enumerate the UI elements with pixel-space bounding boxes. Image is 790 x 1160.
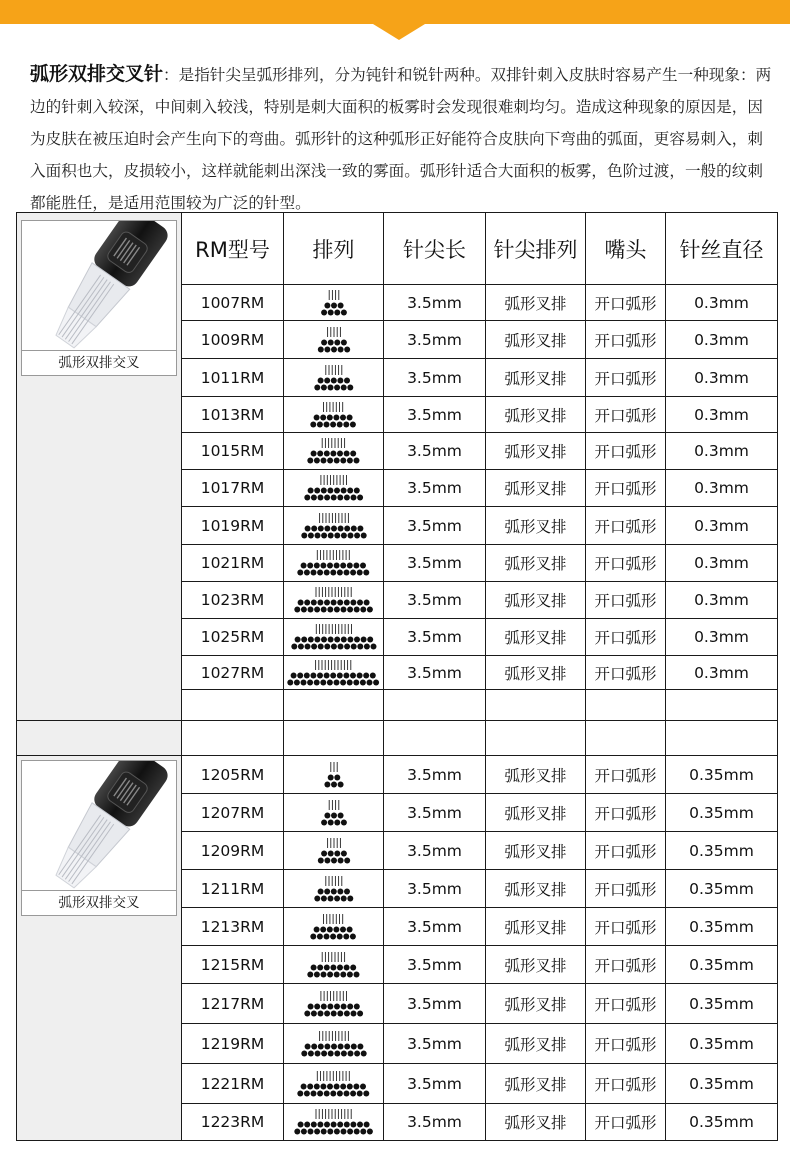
tip-length-cell: 3.5mm (384, 582, 486, 619)
wire-diameter-cell: 0.35mm (666, 946, 778, 984)
needle-cartridge-image (21, 760, 177, 916)
model-cell: 1219RM (182, 1024, 284, 1064)
nozzle-cell: 开口弧形 (586, 1064, 666, 1104)
needle-spec-table (16, 212, 778, 1141)
wire-diameter-cell: 0.3mm (666, 359, 778, 397)
separator-cell (17, 721, 182, 756)
tip-arrangement-cell: 弧形叉排 (486, 545, 586, 582)
wire-diameter-cell: 0.35mm (666, 1024, 778, 1064)
tip-arrangement-cell: 弧形叉排 (486, 756, 586, 794)
top-accent-bar (0, 0, 790, 24)
arrangement-cell (284, 756, 384, 794)
arrangement-cell (284, 545, 384, 582)
needle-arrangement-diagram (288, 623, 380, 651)
tip-length-cell: 3.5mm (384, 908, 486, 946)
needle-arrangement-diagram (301, 474, 366, 502)
needle-arrangement-diagram (301, 990, 366, 1018)
separator-cell (284, 721, 384, 756)
tip-length-cell: 3.5mm (384, 359, 486, 397)
nozzle-cell: 开口弧形 (586, 1104, 666, 1141)
tip-arrangement-cell: 弧形叉排 (486, 321, 586, 359)
arrangement-cell (284, 656, 384, 690)
wire-diameter-cell: 0.3mm (666, 656, 778, 690)
tip-arrangement-cell: 弧形叉排 (486, 946, 586, 984)
tip-arrangement-cell: 弧形叉排 (486, 285, 586, 321)
arrangement-cell (284, 619, 384, 656)
arrangement-cell (284, 1064, 384, 1104)
needle-arrangement-diagram (304, 951, 363, 979)
tip-arrangement-cell: 弧形叉排 (486, 470, 586, 507)
tip-length-cell: 3.5mm (384, 545, 486, 582)
model-cell: 1015RM (182, 433, 284, 470)
needle-arrangement-diagram (298, 512, 370, 540)
header-wire-diameter: 针丝直径 (666, 213, 778, 285)
needle-arrangement-diagram (298, 1030, 370, 1058)
nozzle-cell: 开口弧形 (586, 397, 666, 433)
needle-arrangement-diagram (307, 913, 359, 941)
model-cell: 1013RM (182, 397, 284, 433)
table-row (17, 756, 778, 794)
nozzle-cell: 开口弧形 (586, 285, 666, 321)
intro-paragraph (30, 58, 775, 219)
model-cell: 1205RM (182, 756, 284, 794)
image-cell-1 (17, 213, 182, 721)
image-cell-2 (17, 756, 182, 1141)
tip-arrangement-cell: 弧形叉排 (486, 619, 586, 656)
tip-length-cell: 3.5mm (384, 870, 486, 908)
needle-arrangement-diagram (294, 549, 373, 577)
needle-arrangement-diagram (314, 837, 354, 865)
needle-arrangement-diagram (314, 289, 354, 317)
separator-cell (586, 721, 666, 756)
table-header-row (17, 213, 778, 285)
wire-diameter-cell: 0.3mm (666, 507, 778, 545)
arrangement-cell (284, 908, 384, 946)
image-caption: 弧形双排交叉 (22, 350, 176, 375)
wire-diameter-cell: 0.3mm (666, 582, 778, 619)
separator-cell (486, 721, 586, 756)
tip-arrangement-cell: 弧形叉排 (486, 908, 586, 946)
separator-cell (384, 721, 486, 756)
arrangement-cell (284, 470, 384, 507)
wire-diameter-cell: 0.3mm (666, 433, 778, 470)
needle-arrangement-diagram (304, 437, 363, 465)
wire-diameter-cell: 0.35mm (666, 832, 778, 870)
nozzle-cell: 开口弧形 (586, 619, 666, 656)
wire-diameter-cell: 0.3mm (666, 397, 778, 433)
arrangement-cell (284, 285, 384, 321)
tip-length-cell: 3.5mm (384, 984, 486, 1024)
tip-arrangement-cell: 弧形叉排 (486, 870, 586, 908)
nozzle-cell: 开口弧形 (586, 433, 666, 470)
model-cell: 1023RM (182, 582, 284, 619)
model-cell: 1019RM (182, 507, 284, 545)
tip-length-cell: 3.5mm (384, 946, 486, 984)
wire-diameter-cell: 0.3mm (666, 470, 778, 507)
tip-arrangement-cell: 弧形叉排 (486, 656, 586, 690)
model-cell: 1221RM (182, 1064, 284, 1104)
nozzle-cell: 开口弧形 (586, 946, 666, 984)
tip-arrangement-cell: 弧形叉排 (486, 359, 586, 397)
model-cell: 1017RM (182, 470, 284, 507)
model-cell: 1217RM (182, 984, 284, 1024)
wire-diameter-cell: 0.3mm (666, 321, 778, 359)
separator-cell (666, 721, 778, 756)
intro-text: ：是指针尖呈弧形排列，分为钝针和锐针两种。双排针刺入皮肤时容易产生一种现象：两边的针刺入较深，中间刺入较浅，特别是刺大面积的板雾时会发现很难刺均匀。造成这种现象的原因是，因为皮肤在被压迫时会产生向下的弯曲。弧形针的这种弧形正好能符合皮肤向下弯曲的弧面，更容易刺入，刺入面积也大，皮损较小，这样就能刺出深浅一致的雾面。弧形针适合大面积的板雾，色阶过渡，一般的纹刺都能胜任，是适用范围较为广泛的针型。 (30, 66, 772, 212)
intro-lead: 弧形双排交叉针 (30, 63, 164, 85)
model-cell: 1025RM (182, 619, 284, 656)
arrangement-cell (284, 946, 384, 984)
needle-arrangement-diagram (311, 875, 357, 903)
nozzle-cell: 开口弧形 (586, 870, 666, 908)
nozzle-cell: 开口弧形 (586, 832, 666, 870)
down-arrow-icon (373, 24, 425, 40)
wire-diameter-cell: 0.35mm (666, 1064, 778, 1104)
model-cell: 1021RM (182, 545, 284, 582)
image-caption: 弧形双排交叉 (22, 890, 176, 915)
needle-arrangement-diagram (291, 586, 376, 614)
header-tip-length: 针尖长 (384, 213, 486, 285)
arrangement-cell (284, 582, 384, 619)
tip-length-cell: 3.5mm (384, 619, 486, 656)
wire-diameter-cell: 0.35mm (666, 794, 778, 832)
nozzle-cell: 开口弧形 (586, 794, 666, 832)
tip-length-cell: 3.5mm (384, 285, 486, 321)
model-cell: 1027RM (182, 656, 284, 690)
tip-length-cell: 3.5mm (384, 794, 486, 832)
nozzle-cell: 开口弧形 (586, 756, 666, 794)
model-cell: 1207RM (182, 794, 284, 832)
needle-arrangement-diagram (314, 799, 354, 827)
model-cell: 1223RM (182, 1104, 284, 1141)
tip-length-cell: 3.5mm (384, 397, 486, 433)
arrangement-cell (284, 832, 384, 870)
empty-cell (586, 690, 666, 721)
nozzle-cell: 开口弧形 (586, 545, 666, 582)
empty-cell (486, 690, 586, 721)
tip-length-cell: 3.5mm (384, 756, 486, 794)
model-cell: 1215RM (182, 946, 284, 984)
tip-arrangement-cell: 弧形叉排 (486, 832, 586, 870)
needle-cartridge-image (21, 220, 177, 376)
arrangement-cell (284, 1104, 384, 1141)
needle-arrangement-diagram (307, 401, 359, 429)
tip-arrangement-cell: 弧形叉排 (486, 507, 586, 545)
empty-cell (284, 690, 384, 721)
model-cell: 1007RM (182, 285, 284, 321)
nozzle-cell: 开口弧形 (586, 1024, 666, 1064)
tip-length-cell: 3.5mm (384, 1064, 486, 1104)
tip-arrangement-cell: 弧形叉排 (486, 1104, 586, 1141)
nozzle-cell: 开口弧形 (586, 507, 666, 545)
nozzle-cell: 开口弧形 (586, 470, 666, 507)
empty-cell (182, 690, 284, 721)
tip-arrangement-cell: 弧形叉排 (486, 984, 586, 1024)
arrangement-cell (284, 321, 384, 359)
tip-arrangement-cell: 弧形叉排 (486, 1064, 586, 1104)
tip-arrangement-cell: 弧形叉排 (486, 1024, 586, 1064)
tip-length-cell: 3.5mm (384, 433, 486, 470)
arrangement-cell (284, 870, 384, 908)
wire-diameter-cell: 0.3mm (666, 545, 778, 582)
wire-diameter-cell: 0.35mm (666, 756, 778, 794)
nozzle-cell: 开口弧形 (586, 582, 666, 619)
tip-length-cell: 3.5mm (384, 832, 486, 870)
empty-cell (666, 690, 778, 721)
header-tip-arrangement: 针尖排列 (486, 213, 586, 285)
tip-length-cell: 3.5mm (384, 656, 486, 690)
wire-diameter-cell: 0.35mm (666, 1104, 778, 1141)
tip-arrangement-cell: 弧形叉排 (486, 397, 586, 433)
tip-arrangement-cell: 弧形叉排 (486, 433, 586, 470)
needle-arrangement-diagram (284, 659, 382, 687)
nozzle-cell: 开口弧形 (586, 984, 666, 1024)
tip-arrangement-cell: 弧形叉排 (486, 794, 586, 832)
separator-cell (182, 721, 284, 756)
arrangement-cell (284, 984, 384, 1024)
header-arrangement-diagram: 排列 (284, 213, 384, 285)
needle-arrangement-diagram (291, 1108, 376, 1136)
wire-diameter-cell: 0.3mm (666, 619, 778, 656)
tip-length-cell: 3.5mm (384, 507, 486, 545)
nozzle-cell: 开口弧形 (586, 359, 666, 397)
wire-diameter-cell: 0.35mm (666, 984, 778, 1024)
header-model: RM型号 (182, 213, 284, 285)
tip-length-cell: 3.5mm (384, 321, 486, 359)
tip-length-cell: 3.5mm (384, 1104, 486, 1141)
arrangement-cell (284, 397, 384, 433)
tip-arrangement-cell: 弧形叉排 (486, 582, 586, 619)
tip-length-cell: 3.5mm (384, 1024, 486, 1064)
wire-diameter-cell: 0.3mm (666, 285, 778, 321)
empty-cell (384, 690, 486, 721)
wire-diameter-cell: 0.35mm (666, 870, 778, 908)
arrangement-cell (284, 1024, 384, 1064)
needle-arrangement-diagram (311, 364, 357, 392)
model-cell: 1213RM (182, 908, 284, 946)
tip-length-cell: 3.5mm (384, 470, 486, 507)
model-cell: 1209RM (182, 832, 284, 870)
nozzle-cell: 开口弧形 (586, 656, 666, 690)
needle-arrangement-diagram (294, 1070, 373, 1098)
arrangement-cell (284, 359, 384, 397)
separator-row (17, 721, 778, 756)
arrangement-cell (284, 507, 384, 545)
needle-arrangement-diagram (314, 326, 354, 354)
arrangement-cell (284, 794, 384, 832)
model-cell: 1211RM (182, 870, 284, 908)
needle-arrangement-diagram (314, 761, 354, 789)
nozzle-cell: 开口弧形 (586, 908, 666, 946)
arrangement-cell (284, 433, 384, 470)
nozzle-cell: 开口弧形 (586, 321, 666, 359)
model-cell: 1009RM (182, 321, 284, 359)
wire-diameter-cell: 0.35mm (666, 908, 778, 946)
model-cell: 1011RM (182, 359, 284, 397)
header-nozzle: 嘴头 (586, 213, 666, 285)
